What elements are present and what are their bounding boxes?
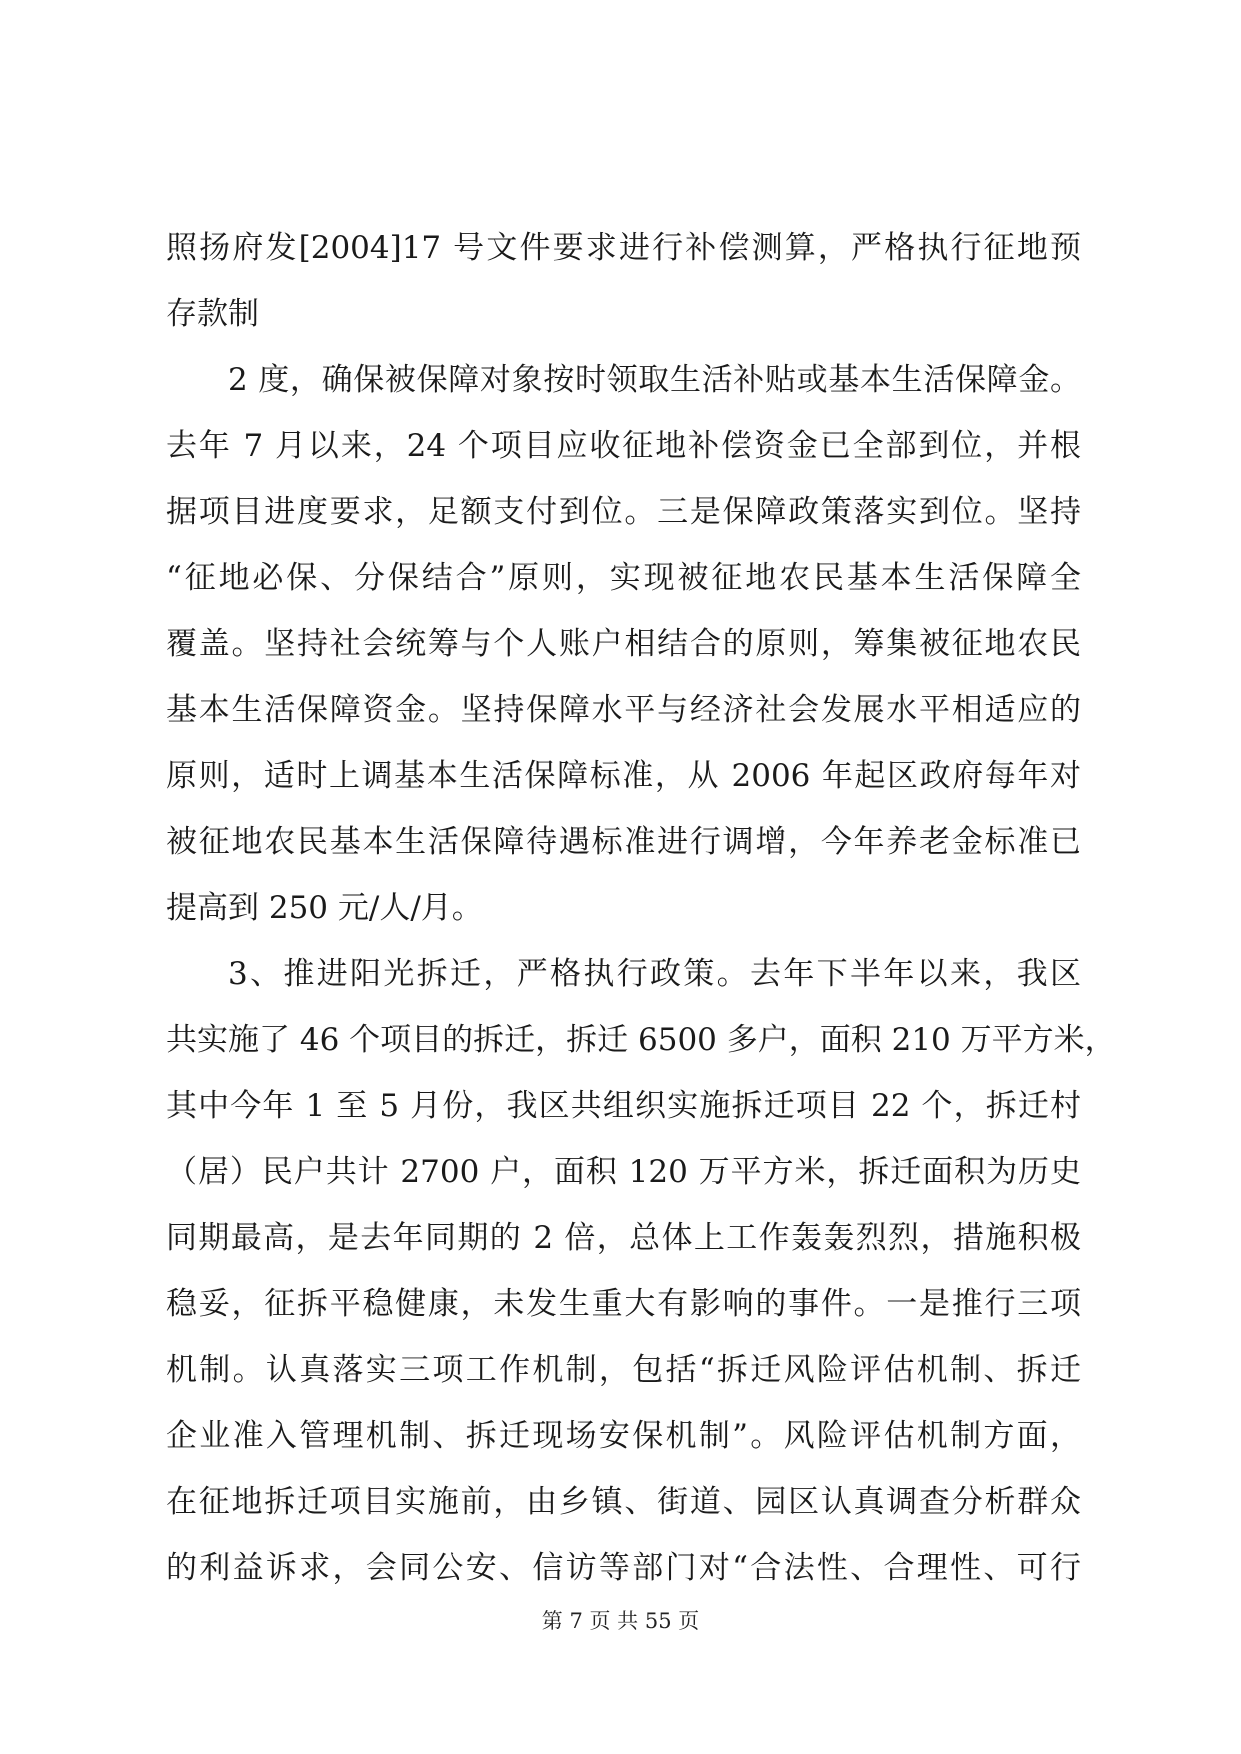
body-text-line: 稳妥，征拆平稳健康，未发生重大有影响的事件。一是推行三项 — [166, 1286, 1081, 1322]
body-text-line: “征地必保、分保结合”原则，实现被征地农民基本生活保障全 — [166, 560, 1081, 596]
body-text-line: 提高到 250 元/人/月。 — [166, 890, 483, 926]
body-text-line: 覆盖。坚持社会统筹与个人账户相结合的原则，筹集被征地农民 — [166, 626, 1081, 662]
body-text-line: 去年 7 月以来，24 个项目应收征地补偿资金已全部到位，并根 — [166, 428, 1081, 464]
body-text-line: 的利益诉求，会同公安、信访等部门对“合法性、合理性、可行 — [166, 1550, 1081, 1586]
body-text-line: （居）民户共计 2700 户，面积 120 万平方米，拆迁面积为历史 — [166, 1154, 1081, 1190]
body-text-line: 3、推进阳光拆迁，严格执行政策。去年下半年以来，我区 — [228, 956, 1081, 992]
body-text-line: 其中今年 1 至 5 月份，我区共组织实施拆迁项目 22 个，拆迁村 — [166, 1088, 1081, 1124]
body-text-line: 在征地拆迁项目实施前，由乡镇、街道、园区认真调查分析群众 — [166, 1484, 1081, 1520]
body-text-line: 被征地农民基本生活保障待遇标准进行调增，今年养老金标准已 — [166, 824, 1081, 860]
body-text-line: 原则，适时上调基本生活保障标准，从 2006 年起区政府每年对 — [166, 758, 1081, 794]
body-text-line: 2 度，确保被保障对象按时领取生活补贴或基本生活保障金。 — [228, 362, 1081, 398]
body-text-line: 同期最高，是去年同期的 2 倍，总体上工作轰轰烈烈，措施积极 — [166, 1220, 1081, 1256]
body-text-line: 机制。认真落实三项工作机制，包括“拆迁风险评估机制、拆迁 — [166, 1352, 1081, 1388]
body-text-line: 共实施了 46 个项目的拆迁，拆迁 6500 多户，面积 210 万平方米， — [166, 1022, 1116, 1058]
body-text-line: 基本生活保障资金。坚持保障水平与经济社会发展水平相适应的 — [166, 692, 1081, 728]
page-number-footer: 第 7 页 共 55 页 — [541, 1609, 700, 1633]
body-text-line: 据项目进度要求，足额支付到位。三是保障政策落实到位。坚持 — [166, 494, 1081, 530]
body-text-line: 企业准入管理机制、拆迁现场安保机制”。风险评估机制方面， — [166, 1418, 1081, 1454]
body-text-line: 存款制 — [166, 296, 259, 332]
body-text-line: 照扬府发[2004]17 号文件要求进行补偿测算，严格执行征地预 — [166, 230, 1081, 266]
